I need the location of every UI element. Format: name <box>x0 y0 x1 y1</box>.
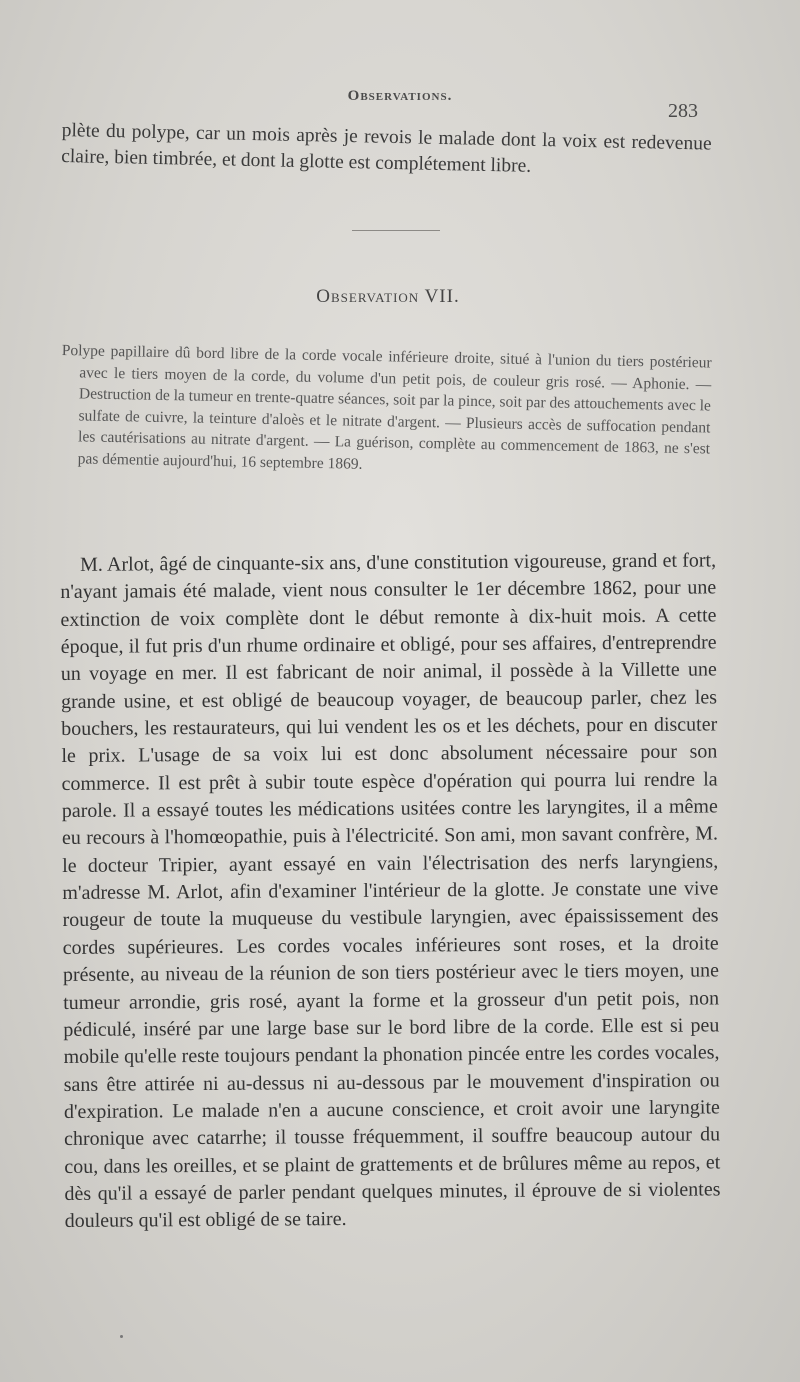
page-number: 283 <box>668 100 698 122</box>
running-head: Observations. <box>347 88 453 104</box>
observation-heading: Observation VII. <box>316 286 460 307</box>
case-summary: Polype papillaire dû bord libre de la corde vocale inférieure droite, situé à l'union du tiers postérieur avec le tiers moyen de la corde, du volume d'un petit pois, de couleur gris rosé. — Aphonie. — Destruction de la tumeur en trente-quatre séances, soit par la pince, soit par des attouchements avec le sulfate de cuivre, la teinture d'aloès et le nitrate d'argent. — Plusieurs accès de suffocation pendant les cautérisations au nitrate d'argent. — La guérison, complète au commencement de 1863, ne s'est pas démentie aujourd'hui, 16 septembre 1869. <box>61 341 712 473</box>
paper-speck <box>120 1335 123 1338</box>
section-divider <box>352 230 440 231</box>
case-body-paragraph: M. Arlot, âgé de cinquante-six ans, d'une constitution vigoureuse, grand et fort, n'ayant jamais été malade, vient nous consulter le 1er décembre 1862, pour une extinction de voix complète dont le début remonte à dix-huit mois. A cette époque, il fut pris d'un rhume ordinaire et obligé, pour ses affaires, d'entreprendre un voyage en mer. Il est fabricant de noir animal, il possède à la Villette une grande usine, et est obligé de beaucoup voyager, de beaucoup parler, chez les bouchers, les restaurateurs, qui lui vendent les os et les déchets, pour en discuter le prix. L'usage de sa voix lui est donc absolument nécessaire pour son commerce. Il est prêt à subir toute espèce d'opération qui pourra lui rendre la parole. Il a essayé toutes les médications usitées contre les laryngites, il a même eu recours à l'homœopathie, puis à l'électricité. Son ami, mon savant confrère, M. le docteur Tripier, ayant essayé en vain l'électrisation des nerfs laryngiens, m'adresse M. Arlot, afin d'examiner l'intérieur de la glotte. Je constate une vive rougeur de toute la muqueuse du vestibule laryngien, avec épaississement des cordes supérieures. Les cordes vocales inférieures sont roses, et la droite présente, au niveau de la réunion de son tiers postérieur avec le tiers moyen, une tumeur arrondie, gris rosé, ayant la forme et la grosseur d'un petit pois, non pédiculé, inséré par une large base sur le bord libre de la corde. Elle est si peu mobile qu'elle reste toujours pendant la phonation pincée entre les cordes vocales, sans être attirée ni au-dessus ni au-dessous par le mouvement d'inspiration ou d'expiration. Le malade n'en a aucune conscience, et croit avoir une laryngite chronique avec catarrhe; il tousse fréquemment, il souffre beaucoup autour du cou, dans les oreilles, et se plaint de grattements et de brûlures même au repos, et dès qu'il a essayé de parler pendant quelques minutes, il éprouve de si violentes douleurs qu'il est obligé de se taire. <box>60 549 721 1233</box>
continuation-paragraph: plète du polype, car un mois après je revois le malade dont la voix est redevenue claire, bien timbrée, et dont la glotte est complétement libre. <box>60 119 712 177</box>
